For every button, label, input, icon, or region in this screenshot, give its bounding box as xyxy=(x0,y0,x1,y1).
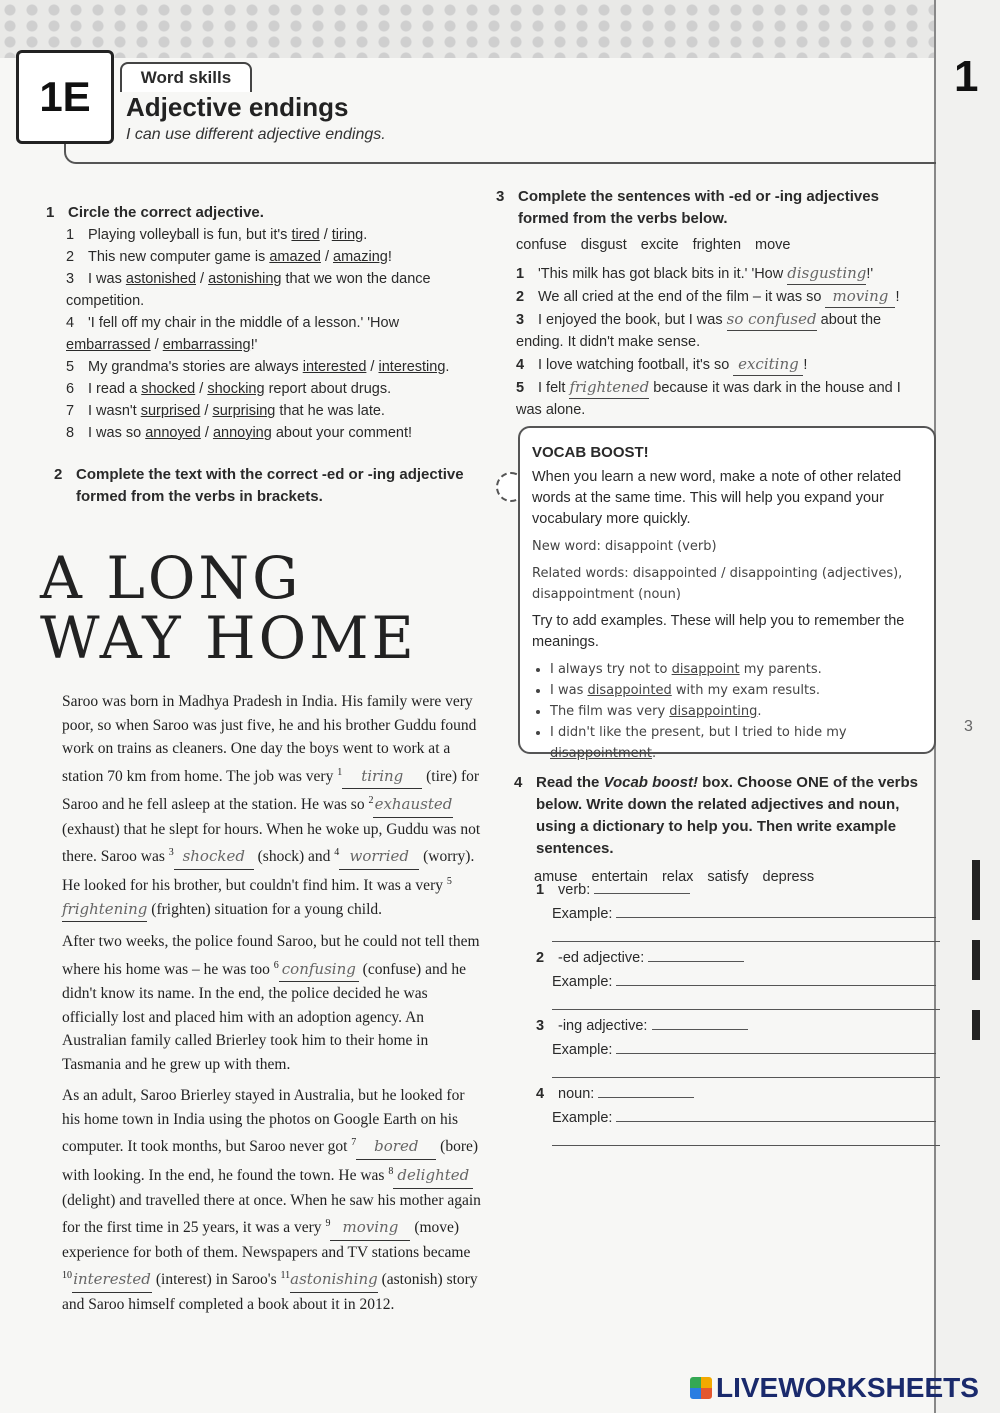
vocab-examples xyxy=(532,659,922,764)
option-a[interactable]: astonished xyxy=(125,271,197,287)
noun-input[interactable] xyxy=(598,1097,694,1098)
vocab-boost-box xyxy=(518,426,936,761)
answer-4[interactable]: exciting xyxy=(733,353,803,376)
sentence-1: 1 'This milk has got black bits in it.' 'How disgusting!' xyxy=(516,262,926,285)
ex4-item-3: 3 -ing adjective: Example: xyxy=(536,1014,942,1086)
verb-option[interactable]: amuse xyxy=(534,869,578,885)
gap-9-answer[interactable]: moving xyxy=(330,1216,410,1241)
list-item: • I always try not to disappoint my parents. xyxy=(550,659,922,680)
example-input[interactable] xyxy=(552,1077,940,1078)
list-item: 3 I was astonished / astonishing that we won the dance competition. xyxy=(66,271,431,309)
example-input[interactable] xyxy=(616,917,936,918)
exercise-4 xyxy=(514,772,934,888)
page-title: Adjective endings xyxy=(126,92,349,122)
verb-option: move xyxy=(755,237,791,253)
exercise-1-list xyxy=(46,224,486,444)
option-a[interactable]: annoyed xyxy=(145,425,201,441)
list-item: 5 My grandma's stories are always interested / interesting. xyxy=(66,359,450,375)
vocab-boost-intro: When you learn a new word, make a note of other related words at the same time. This will help you expand your vocabulary more quickly. xyxy=(532,469,902,527)
next-page-unit: 1 xyxy=(954,52,979,101)
top-decorative-band xyxy=(0,0,1000,58)
list-item: 6 I read a shocked / shocking report about drugs. xyxy=(66,381,392,397)
example-input[interactable] xyxy=(552,1009,940,1010)
gap-1-answer[interactable]: tiring xyxy=(342,765,422,790)
example-input[interactable] xyxy=(552,1145,940,1146)
example-input[interactable] xyxy=(552,941,940,942)
exercise-1-title: 1 Circle the correct adjective. xyxy=(46,204,264,221)
gap-6-answer[interactable]: confusing xyxy=(279,958,359,983)
verb-option[interactable]: relax xyxy=(661,869,694,885)
ex4-item-1: 1 verb: Example: xyxy=(536,878,942,950)
gap-11-answer[interactable]: astonishing xyxy=(290,1268,378,1293)
margin-bar xyxy=(972,940,980,980)
option-a[interactable]: surprised xyxy=(140,403,201,419)
margin-bar xyxy=(972,860,980,920)
margin-bar xyxy=(972,1010,980,1040)
gap-4-answer[interactable]: worried xyxy=(339,845,419,870)
ex4-item-4: 4 noun: Example: xyxy=(536,1082,942,1154)
vocab-related-words: Related words: disappointed / disappointing (adjectives), disappointment (noun) xyxy=(532,566,903,602)
sentence-2: 2 We all cried at the end of the film – it was so moving ! xyxy=(516,285,926,308)
gap-10-answer[interactable]: interested xyxy=(72,1268,152,1293)
vocab-boost-title: VOCAB BOOST! xyxy=(532,444,649,461)
example-input[interactable] xyxy=(616,1053,936,1054)
exercise-3-sentences xyxy=(496,262,926,421)
gap-5-answer[interactable]: frightening xyxy=(62,898,147,923)
gap-7-answer[interactable]: bored xyxy=(356,1135,436,1160)
option-b[interactable]: astonishing xyxy=(208,271,282,287)
story-text: Saroo was born in Madhya Pradesh in India. His family were very poor, so when Saroo was just five, he and his brother Guddu found work on trains as cleaners. One day the boys went to work at a station 70 km from home. The job was very $^1$ tiring (tire) for Saroo and he fell asleep at the station. He was so $^2$exhausted (exhaust) that he slept for hours. When he woke up, Guddu was not there. Saroo was $^3$ shocked (shock) and $^4$ worried (worry). He looked for his brother, but couldn't find him. It was a very $^5$frightening (frighten) situation for a young child. After two weeks, the police found Saroo, but he could not tell them where his home was – he was too $^6$ confusing (confuse) and he didn't know its name. In the end, the police decided he was officially lost and placed him with an adoption agency. An Australian family called Brierley took him to their home in Tasmania and he grew up with them. As an adult, Saroo Brierley stayed in Australia, but he looked for his home town in India using the photos on Google Earth on his computer. It took months, but Saroo never got $^7$ bored (bore) with looking. In the end, he found the town. He was $^8$ delighted (delight) and travelled there at once. When he saw his mother again for the first time in 25 years, it was a very $^9$ moving (move) experience for both of them. Newspapers and TV stations became $^{10}$interested (interest) in Saroo's $^{11}$astonishing (astonish) story and Saroo himself completed a book about it in 2012. xyxy=(62,693,481,1313)
ing-adjective-input[interactable] xyxy=(652,1029,748,1030)
exercise-3-title: 3 Complete the sentences with -ed or -ing adjectives formed from the verbs below. xyxy=(496,188,879,227)
verb-option[interactable]: entertain xyxy=(591,869,648,885)
gap-2-answer[interactable]: exhausted xyxy=(373,793,453,818)
next-page-strip xyxy=(934,0,1000,1413)
option-b[interactable]: amazing xyxy=(333,249,388,265)
exercise-3-verb-box xyxy=(496,234,926,256)
verb-option[interactable]: depress xyxy=(762,869,815,885)
verb-option: excite xyxy=(640,237,679,253)
ed-adjective-input[interactable] xyxy=(648,961,744,962)
example-input[interactable] xyxy=(616,1121,936,1122)
list-item: 1 Playing volleyball is fun, but it's tired / tiring. xyxy=(66,227,368,243)
ex4-item-2: 2 -ed adjective: Example: xyxy=(536,946,942,1018)
answer-3[interactable]: so confused xyxy=(727,308,817,331)
answer-2[interactable]: moving xyxy=(825,285,895,308)
vocab-tip: Try to add examples. These will help you to remember the meanings. xyxy=(532,613,905,650)
liveworksheets-logo: LIVEWORKSHEETS xyxy=(690,1372,979,1404)
list-item: 2 This new computer game is amazed / amazing! xyxy=(66,249,392,265)
gap-8-answer[interactable]: delighted xyxy=(393,1164,473,1189)
verb-option: disgust xyxy=(580,237,627,253)
option-a[interactable]: interested xyxy=(302,359,367,375)
option-a[interactable]: tired xyxy=(291,227,320,243)
verb-option: frighten xyxy=(692,237,742,253)
option-a[interactable]: shocked xyxy=(141,381,196,397)
page-subtitle: I can use different adjective endings. xyxy=(126,126,386,143)
list-item: 7 I wasn't surprised / surprising that he was late. xyxy=(66,403,385,419)
vocab-new-word: New word: disappoint (verb) xyxy=(532,539,717,554)
sentence-3: 3 I enjoyed the book, but I was so confused about the ending. It didn't make sense. xyxy=(516,310,882,350)
option-a[interactable]: amazed xyxy=(269,249,321,265)
list-item: • The film was very disappointing. xyxy=(550,701,922,722)
list-item: 4 'I fell off my chair in the middle of a lesson.' 'How embarrassed / embarrassing!' xyxy=(66,315,400,353)
option-b[interactable]: shocking xyxy=(207,381,265,397)
list-item: 8 I was so annoyed / annoying about your comment! xyxy=(66,425,413,441)
exercise-3 xyxy=(496,186,926,421)
sentence-5: 5 I felt frightened because it was dark in the house and I was alone. xyxy=(516,378,901,418)
exercise-1 xyxy=(46,202,486,444)
section-tab: Word skills xyxy=(120,62,252,92)
sentence-4: 4 I love watching football, it's so exciting ! xyxy=(516,353,926,376)
answer-1[interactable]: disgusting xyxy=(787,262,866,285)
exercise-2 xyxy=(54,464,474,508)
verb-input[interactable] xyxy=(594,893,690,894)
unit-badge: 1E xyxy=(16,50,114,144)
list-item: • I was disappointed with my exam results. xyxy=(550,680,922,701)
story-title: A LONG WAY HOME xyxy=(40,544,417,672)
option-b[interactable]: embarrassing xyxy=(162,337,251,353)
example-input[interactable] xyxy=(616,985,936,986)
option-b[interactable]: interesting xyxy=(378,359,446,375)
page-number: 3 xyxy=(964,718,973,735)
exercise-4-title: 4 Read the Vocab boost! box. Choose ONE of the verbs below. Write down the related adjectives and noun, using a dictionary to help you. Then write example sentences. xyxy=(514,774,919,857)
option-b[interactable]: tiring xyxy=(331,227,364,243)
brand-logo-icon xyxy=(690,1377,712,1399)
list-item: • I didn't like the present, but I tried to hide my disappointment. xyxy=(550,722,922,764)
gap-3-answer[interactable]: shocked xyxy=(174,845,254,870)
verb-option[interactable]: satisfy xyxy=(707,869,749,885)
option-b[interactable]: annoying xyxy=(212,425,272,441)
answer-5[interactable]: frightened xyxy=(569,376,649,399)
exercise-2-title: 2 Complete the text with the correct -ed or -ing adjective formed from the verbs in brackets. xyxy=(54,466,464,505)
option-b[interactable]: surprising xyxy=(212,403,276,419)
verb-option: confuse xyxy=(516,237,567,253)
option-a[interactable]: embarrassed xyxy=(66,337,151,353)
